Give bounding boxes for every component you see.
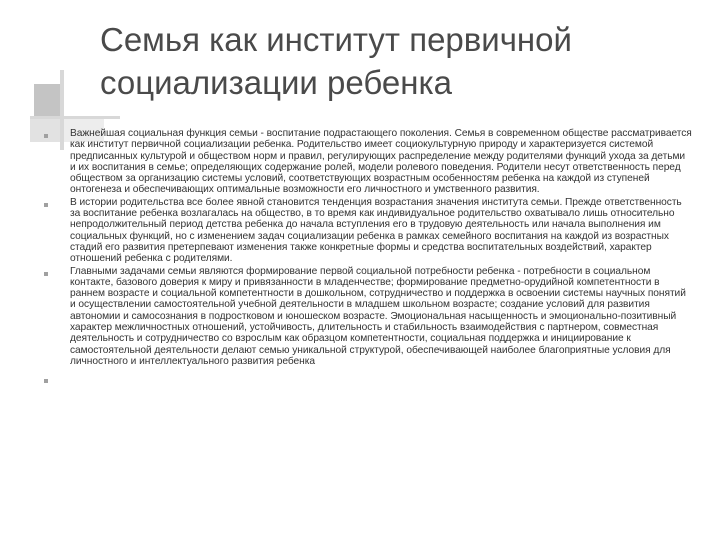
paragraph: Важнейшая социальная функция семьи - воспитание подрастающего поколения. Семья в современном обществе рассматривается как институт первичной социализации ребенка. Родительство имеет социокультурную природу и характеризуется системой предписанных культурой и обществом норм и правил, регулирующих распределение между родителями функций ухода за детьми и их воспитания в семье; определяющих содержание ролей, модели ролевого поведения. Родители несут ответственность перед обществом за организацию системы условий, соответствующих возрастным особенностям ребенка на каждой из ступеней онтогенеза и обеспечивающих оптимальные возможности его личностного и умственного развития. bbox=[70, 128, 692, 196]
paragraph: В истории родительства все более явной становится тенденция возрастания значения института семьи. Прежде ответственность за воспитание ребенка возлагалась на общество, в то время как индивидуальное родительство охватывало лишь относительно непродолжительный период детства ребенка до начала вступления его в трудовую деятельность или начала выполнения им социальных функций, но с изменением задач социализации ребенка в рамках семейного воспитания на каждой из возрастных стадий его развития претерпевают изменения также конкретные формы и средства воспитательных воздействий, характер отношений ребенка с родителями. bbox=[70, 196, 682, 265]
list-item bbox=[44, 197, 692, 265]
bullet-marker bbox=[44, 272, 48, 276]
decorative-horizontal-line bbox=[30, 116, 120, 119]
bullet-marker bbox=[44, 134, 48, 138]
paragraph: Главными задачами семьи являются формирование первой социальной потребности ребенка - потребности в социальном контакте, базового доверия к миру и привязанности в младенчестве; формирование предметно-орудийной компетентности в раннем возрасте и социальной компетентности в дошкольном, сотрудничество и поддержка в освоении системы научных понятий и осуществлении самостоятельной учебной деятельности в младшем школьном возрасте; создание условий для развития автономии и самосознания в подростковом и юношеском возрасте. Эмоциональная насыщенность и эмоционально-позитивный характер межличностных отношений, устойчивость, длительность и стабильность взаимодействия с партнером, совместная деятельность и сотрудничество со взрослым как образцом компетентности, социальная поддержка и инициирование к самостоятельной деятельности делают семью уникальной структурой, обеспечивающей наиболее благоприятные условия для личностного и интеллектуального развития ребенка bbox=[70, 265, 686, 367]
list-item bbox=[44, 128, 692, 196]
bullet-marker bbox=[44, 379, 48, 383]
list-item bbox=[44, 266, 692, 368]
bullet-list bbox=[44, 128, 692, 383]
title-line-2: социализации ребенка bbox=[100, 64, 452, 101]
list-item-empty bbox=[44, 373, 692, 383]
slide-title bbox=[100, 18, 700, 104]
bullet-marker bbox=[44, 203, 48, 207]
title-line-1: Семья как институт первичной bbox=[100, 21, 572, 58]
